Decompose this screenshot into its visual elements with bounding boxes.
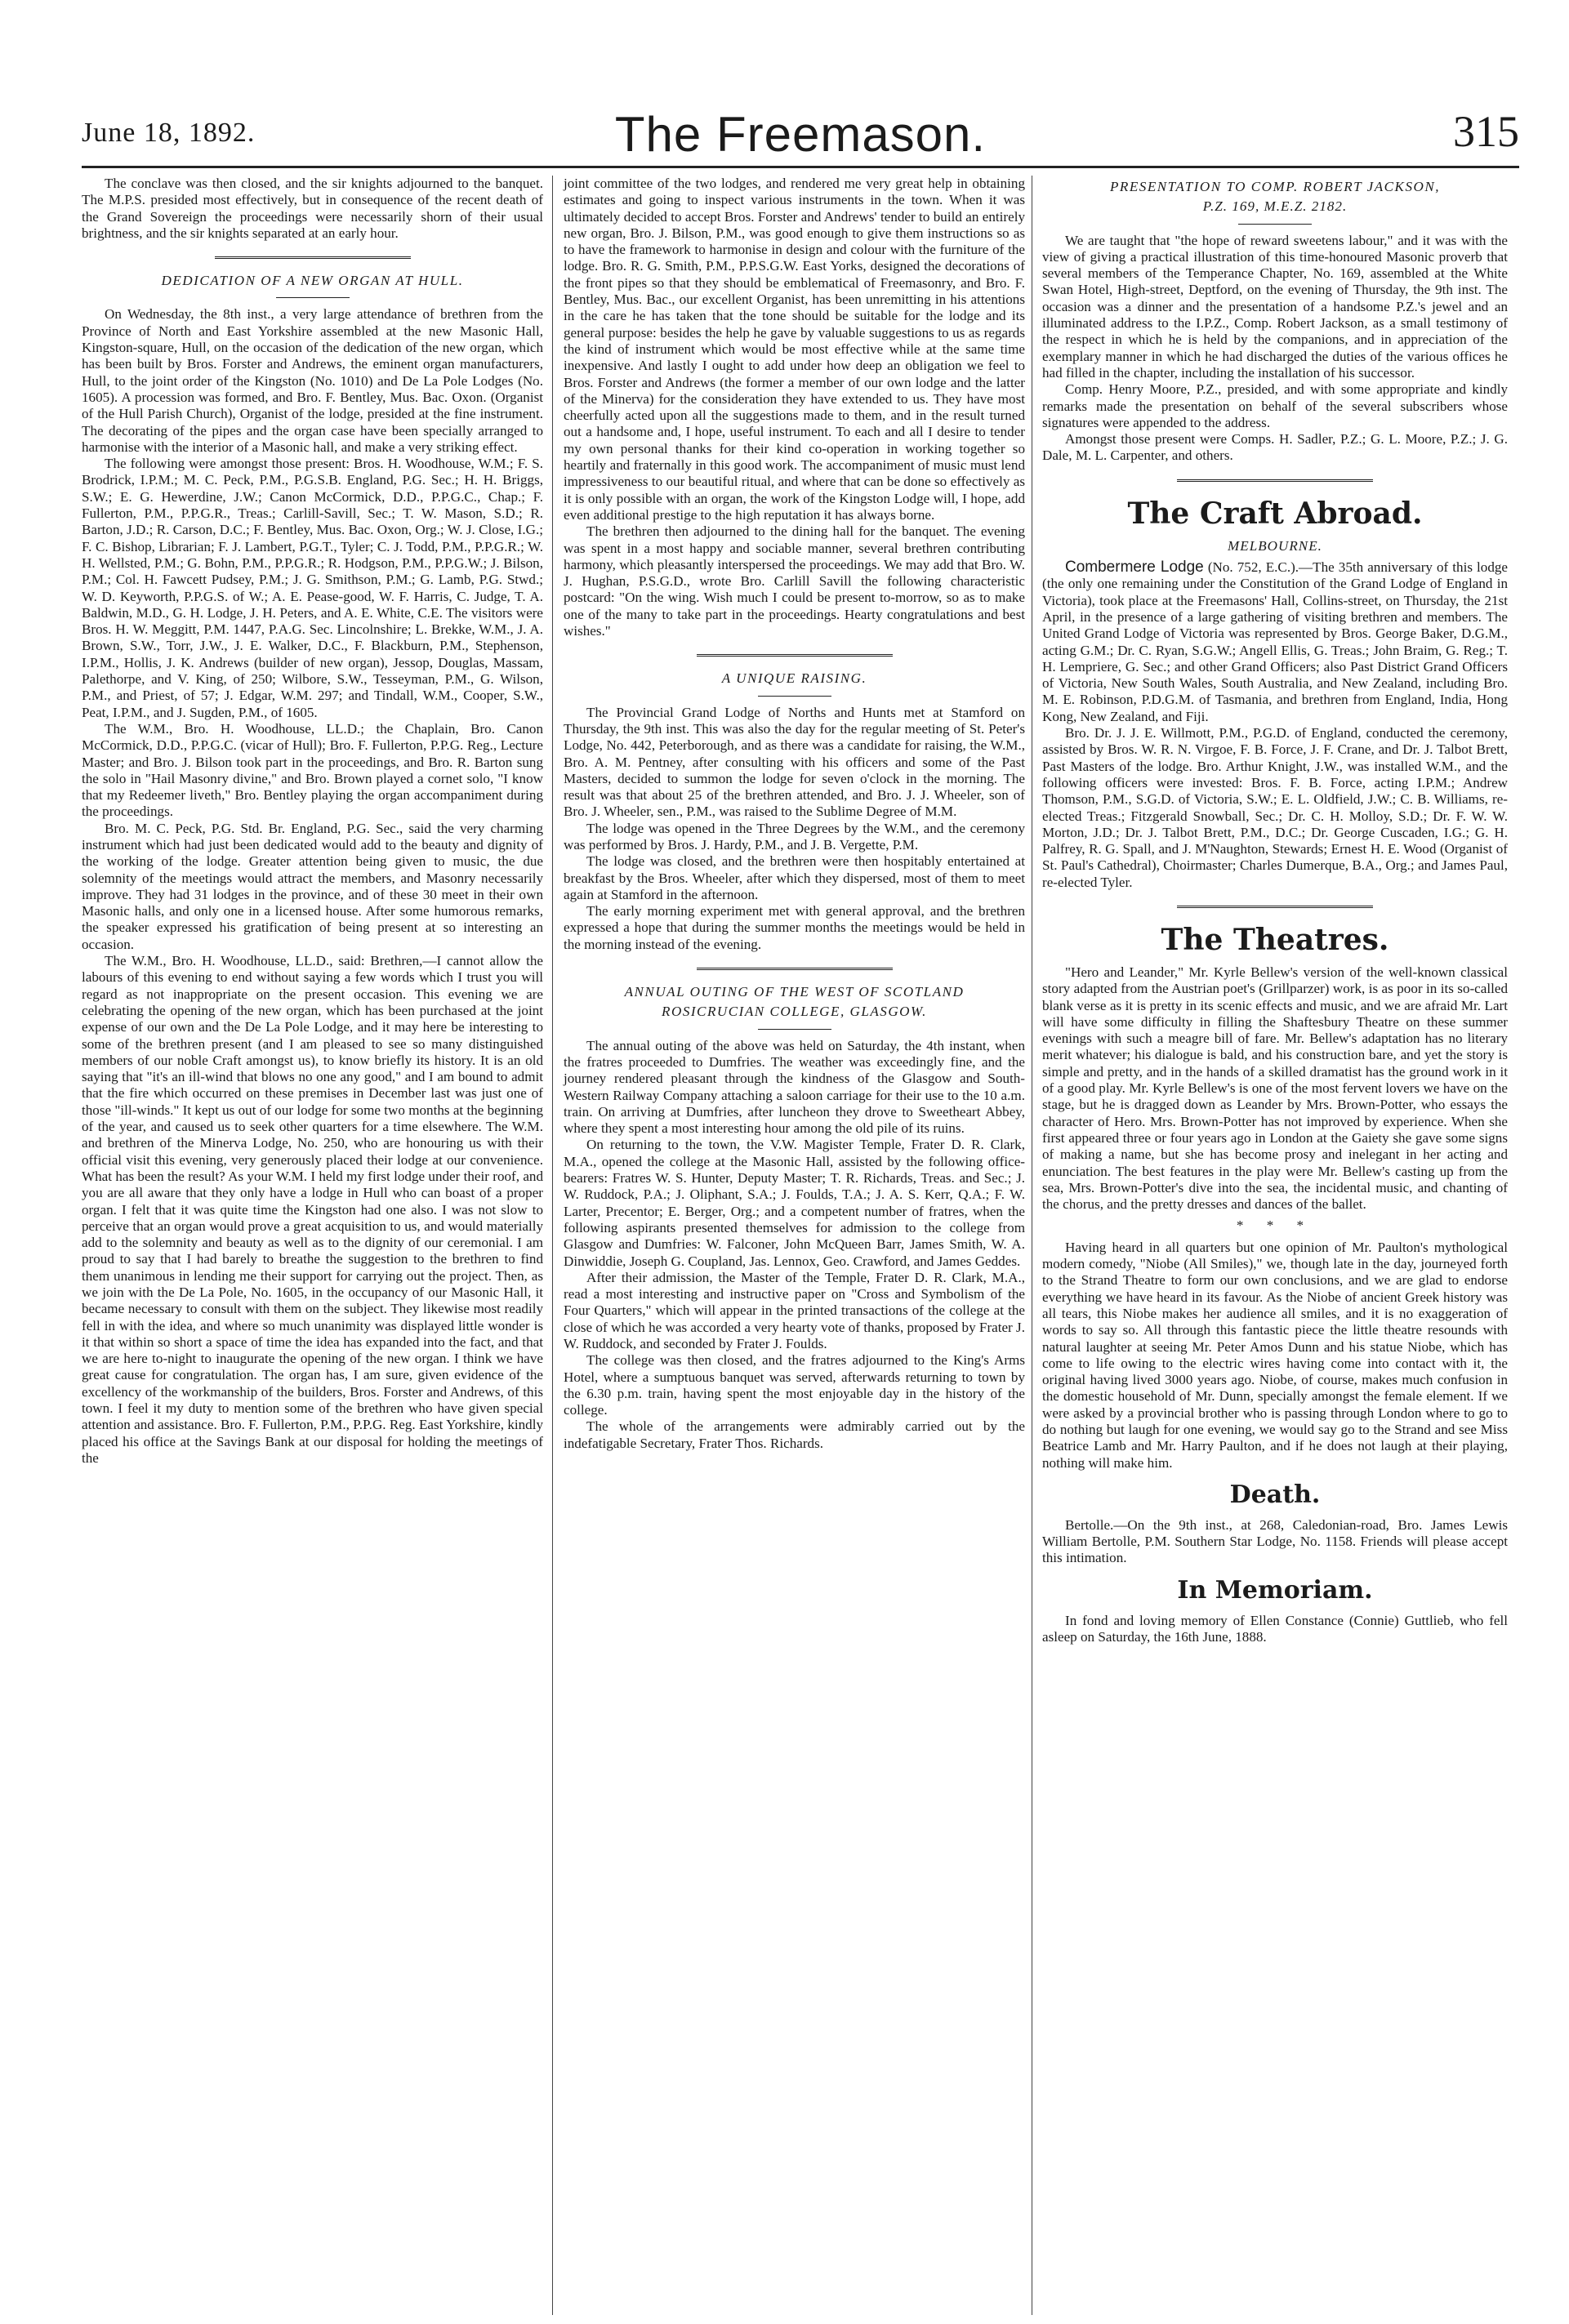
article-subheading-presentation: P.Z. 169, M.E.Z. 2182. <box>1202 198 1348 215</box>
article-heading-organ-hull: DEDICATION OF A NEW ORGAN AT HULL. <box>161 273 464 289</box>
divider <box>276 297 350 298</box>
page-number: 315 <box>1453 107 1519 156</box>
header-rule <box>82 166 1519 168</box>
paragraph: The whole of the arrangements were admirably carried out by the indefatigable Secretary, Frater Thos. Richards. <box>564 1418 1025 1451</box>
paragraph: In fond and loving memory of Ellen Constance (Connie) Guttlieb, who fell asleep on Saturday, the 16th June, 1888. <box>1042 1612 1508 1645</box>
paragraph: The brethren then adjourned to the dining hall for the banquet. The evening was spent in a most happy and sociable manner, several brethren contributing harmony, which pleasantly interspersed the proceedings. We may add that Bro. W. J. Hughan, P.S.G.D., wrote Bro. Carlill Savill the following characteristic postcard: "On the wing. Wish much I could be present to-morrow, so as to make one of the many to take part in the proceedings. Hearty congratulations and best wishes." <box>564 523 1025 639</box>
divider <box>758 696 831 697</box>
section-heading-craft-abroad: The Craft Abroad. <box>1127 496 1423 531</box>
column-divider <box>552 176 553 2315</box>
section-rule <box>697 654 893 659</box>
section-rule <box>1177 906 1373 910</box>
masthead <box>82 106 1519 162</box>
paragraph: The lodge was closed, and the brethren were then hospitably entertained at breakfast by the Bros. Wheeler, after which they dispersed, most of them to meet again at Stamford in the afternoon. <box>564 853 1025 902</box>
paragraph: Having heard in all quarters but one opinion of Mr. Paulton's mythological modern comedy, "Niobe (All Smiles)," we, though late in the day, journeyed forth to the Strand Theatre to form our own conclusions, and we are glad to endorse everything we have heard in its favour. As the Niobe of ancient Greek history was all tears, this Niobe makes her audience all smiles, and it is no exaggeration of words to say so. All through this fantastic piece the little theatre resounds with natural laughter at seeing Mr. Peter Amos Dunn and his statue Niobe, which has come to life owing to the electric wires having come into contact with it, the original having lived 3000 years ago. Niobe, of course, makes much confusion in the domestic household of Mr. Dunn, specially amongst the female element. If we were asked by a provincial brother who is passing through London where to go to do nothing but laugh for one evening, we would say go to the Strand and see Miss Beatrice Lamb and Mr. Harry Paulton, and if he does not laugh at their playing, nothing will make him. <box>1042 1239 1508 1471</box>
paragraph: The early morning experiment met with general approval, and the brethren expressed a hope that during the summer months the meetings would be held in the morning instead of the evening. <box>564 903 1025 952</box>
paragraph: joint committee of the two lodges, and rendered me very great help in obtaining estimates and going to inspect various instruments in the town. When it was ultimately decided to accept Bros. Forster and Andrews' tender to build an entirely new organ, Bro. J. Bilson, P.M., was good enough to give them instructions so as to have the framework to harmonise in design and colour with the furniture of the lodge. Bro. R. G. Smith, P.M., P.P.S.G.W. East Yorks, designed the decorations of the front pipes so that they should be emblematical of Freemasonry, and Bro. F. Bentley, Mus. Bac., our excellent Organist, has been unremitting in his attentions in the care he has taken that the tone should be suitable for the lodge and its general purpose: besides the help he gave by valuable suggestions to us as regards the kind of instrument which would be most effective while at the same time inexpensive. And lastly I ought to add under how deep an obligation we feel to Bros. Forster and Andrews (the former a member of our own lodge and the latter of the Minerva) for the consideration they have extended to us. They have most cheerfully acted upon all the suggestions made to them, and in the result turned out a handsome and, I hope, useful instrument. To each and all I desire to tender my own personal thanks for their kind co-operation in working together so heartily and fraternally in this good work. The accompaniment of music must lend impressiveness to our beautiful ritual, and where that can be done so effectively as it is only possible with an organ, the work of the Kingston Lodge will, I hope, add even additional prestige to the high reputation it has always borne. <box>564 176 1025 523</box>
paragraph: Amongst those present were Comps. H. Sadler, P.Z.; G. L. Moore, P.Z.; J. G. Dale, M. L. Carpenter, and others. <box>1042 431 1508 464</box>
paragraph: Bro. M. C. Peck, P.G. Std. Br. England, P.G. Sec., said the very charming instrument which had just been dedicated would add to the beauty and dignity of the working of the lodge. Greater attention being given to music, the due solemnity of the meetings would attract the members, and Masonry necessarily improve. They had 31 lodges in the province, and of these 30 meet in their own Masonic halls, and only one in a licensed house. After some humorous remarks, the speaker expressed his gratification of being present at so interesting an occasion. <box>82 820 543 952</box>
paragraph: Bro. Dr. J. J. E. Willmott, P.M., P.G.D. of England, conducted the ceremony, assisted by Bros. W. R. N. Virgoe, F. B. Force, J. F. Crane, and Dr. J. Talbot Brett, Past Masters of the lodge. Bro. Arthur Knight, J.W., was installed W.M., and the following officers were invested: Bros. F. B. Force, acting I.P.M.; Andrew Thomson, P.M., S.G.D. of Victoria, S.W.; E. L. Oldfield, J.W.; C. B. Williams, re-elected Treas.; Fitzgerald Snowball, Sec.; Dr. C. H. Molloy, S.D.; Dr. F. W. W. Morton, J.D.; Dr. J. Talbot Brett, P.M., D.C.; Dr. George Cuscaden, I.G.; G. H. Palfrey, R. G. Spall, and J. M'Naughton, Stewards; Ernest H. E. Wood (Organist of St. Paul's Cathedral), Choirmaster; Charles Dumerque, B.A., Org.; and James Paul, re-elected Tyler. <box>1042 725 1508 890</box>
paragraph: On Wednesday, the 8th inst., a very large attendance of brethren from the Province of North and East Yorkshire assembled at the new Masonic Hall, Kingston-square, Hull, on the occasion of the dedication of the new organ, which has been built by Bros. Forster and Andrews, the eminent organ manufacturers, Hull, to the joint order of the Kingston (No. 1010) and De La Pole Lodges (No. 1605). A procession was formed, and Bro. F. Bentley, Mus. Bac. Oxon. (Organist of the Hull Parish Church), Organist of the lodge, presided at the fine instrument. The decorating of the pipes and the organ case have been specially arranged to harmonise with the interior of a Masonic hall, and make a very striking effect. <box>82 306 543 455</box>
section-rule <box>215 256 411 261</box>
paragraph: The Provincial Grand Lodge of Norths and Hunts met at Stamford on Thursday, the 9th inst. This was also the day for the regular meeting of St. Peter's Lodge, No. 442, Peterborough, and as there was a candidate for raising, the W.M., Bro. A. M. Pentney, after consulting with his officers and some of the Past Masters, decided to summon the lodge for seven o'clock in the morning. The result was that about 25 of the brethren attended, and Bro. J. J. Wheeler, son of Bro. J. Wheeler, sen., P.M., was raised to the Sublime Degree of M.M. <box>564 704 1025 820</box>
article-heading-presentation: PRESENTATION TO COMP. ROBERT JACKSON, <box>1109 179 1441 194</box>
newspaper-title: The Freemason. <box>614 107 987 162</box>
paragraph <box>1042 559 1508 725</box>
location-heading-melbourne: MELBOURNE. <box>1228 537 1322 554</box>
paragraph: The college was then closed, and the fratres adjourned to the King's Arms Hotel, where a sumptuous banquet was served, afterwards returning to town by the 6.30 p.m. train, having spent the most enjoyable day in the history of the college. <box>564 1352 1025 1418</box>
paragraph: The conclave was then closed, and the sir knights adjourned to the banquet. The M.P.S. presided most effectively, but in consequence of the recent death of the Grand Sovereign the proceedings were necessarily shorn of their usual brightness, and the sir knights separated at an early hour. <box>82 176 543 241</box>
column-3 <box>1042 176 1508 1645</box>
paragraph: The W.M., Bro. H. Woodhouse, LL.D.; the Chaplain, Bro. Canon McCormick, D.D., P.P.G.C. (vicar of Hull); Bro. F. Fullerton, P.P.G. Reg., Lecture Master; and Bro. J. Bilson took part in the proceedings, and Bro. R. Barton sung the solo in "Hail Masonry divine," and Bro. Brown played a cornet solo, "I know that my Redeemer liveth," Bro. Bentley playing the organ accompaniment during the proceedings. <box>82 720 543 820</box>
paragraph: The annual outing of the above was held on Saturday, the 4th instant, when the fratres proceeded to Dumfries. The weather was exceedingly fine, and the journey rendered pleasant through the kindness of the Glasgow and South-Western Railway Company attaching a saloon carriage for their use to the 10 a.m. train. On arriving at Dumfries, after luncheon they drove to Sweetheart Abbey, where they spent a most interesting hour among the old pile of its ruins. <box>564 1037 1025 1137</box>
column-1 <box>82 176 543 1467</box>
paragraph: We are taught that "the hope of reward sweetens labour," and it was with the view of giving a practical illustration of this time-honoured Masonic proverb that several members of the Temperance Chapter, No. 169, assembled at the White Swan Hotel, High-street, Deptford, on the evening of Thursday, the 9th inst. The occasion was a dinner and the presentation of a handsome P.Z.'s jewel and an illuminated address to the I.P.Z., Comp. Robert Jackson, as a small testimony of the respect in which he is held by the companions, and in appreciation of the exemplary manner in which he had discharged the duties of the various offices he had filled in the chapter, including the installation of his successor. <box>1042 232 1508 381</box>
paragraph: After their admission, the Master of the Temple, Frater D. R. Clark, M.A., read a most interesting and instructive paper on "Cross and Symbolism of the Four Quarters," which will appear in the printed transactions of the college at the close of which he was accorded a very hearty vote of thanks, proposed by Frater J. W. Ruddock, and seconded by Frater J. Foulds. <box>564 1269 1025 1351</box>
article-heading-rosicrucian: ANNUAL OUTING OF THE WEST OF SCOTLAND <box>624 984 965 1000</box>
column-2 <box>564 176 1025 1452</box>
paragraph: Comp. Henry Moore, P.Z., presided, and with some appropriate and kindly remarks made the presentation on behalf of the several subscribers whose signatures were appended to the address. <box>1042 381 1508 430</box>
section-heading-theatres: The Theatres. <box>1161 922 1389 957</box>
paragraph-text: (No. 752, E.C.).—The 35th anniversary of this lodge (the only one remaining under the Constitution of the Grand Lodge of England in Victoria), took place at the Freemasons' Hall, Collins-street, on Thursday, the 21st April, in the presence of a large gathering of visiting brethren and members. The United Grand Lodge of Victoria was represented by Bros. George Baker, D.G.M., acting G.M.; Dr. C. Ryan, S.G.W.; Angell Ellis, G. Treas.; John Braim, G. Reg.; T. H. Lempriere, G. Sec.; and other Grand Officers; also Past District Grand Officers of Victoria, New South Wales, South Australia, and New Zealand, including Bro. M. E. Robinson, P.D.G.M. of Tasmania, and brethren from England, India, Hong Kong, New Zealand, and Fiji. <box>1042 559 1509 724</box>
section-rule <box>697 968 893 973</box>
issue-date: June 18, 1892. <box>82 118 256 148</box>
article-heading-unique-raising: A UNIQUE RAISING. <box>721 670 867 687</box>
lodge-name: Combermere Lodge <box>1065 559 1204 577</box>
section-heading-in-memoriam: In Memoriam. <box>1177 1575 1373 1605</box>
section-rule <box>1177 479 1373 484</box>
asterism: * * * <box>1236 1218 1314 1234</box>
paragraph: The following were amongst those present: Bros. H. Woodhouse, W.M.; F. S. Brodrick, I.P.M.; M. C. Peck, P.M., P.G.S.B. England, P.G. Sec.; H. H. Briggs, S.W.; E. G. Hewerdine, J.W.; Canon McCormick, D.D., P.P.G.C., Chap.; F. Fullerton, P.M., P.P.G.R., Treas.; Carlill-Savill, Sec.; T. W. Mason, S.D.; R. Barton, J.D.; R. Carson, D.C.; F. Bentley, Mus. Bac. Oxon, Org.; W. J. Close, I.G.; F. C. Bishop, Librarian; F. J. Lambert, P.G.T., Tyler; C. J. Todd, P.M., P.P.G.R.; W. H. Wellsted, P.M.; G. Bohn, P.M., P.P.G.R.; R. Hodgson, P.M., P.P.G.W.; J. Bilson, P.M.; Col. H. Fawcett Pudsey, P.M.; J. G. Smithson, P.M.; G. Lamb, P.G. Stwd.; W. D. Keyworth, P.P.G.S. of W.; A. E. Pease-good, W. F. Harris, C. Judge, T. A. Baldwin, M.D., G. H. Lodge, J. H. Peters, and A. E. White, C.E. The visitors were Bros. H. W. Meggitt, P.M. 1447, P.A.G. Sec. Lincolnshire; L. Brekke, W.M., J. A. Brown, S.W., Torr, J.W., J. E. Walker, D.C., F. Blackburn, P.M., Stephenson, I.P.M., Hollis, J. K. Andrews (builder of new organ), Jessop, Douglas, Massam, Palethorpe, and V. King, of 250; Wilbore, S.W., Tesseyman, P.M., G. Wilson, P.M., and Priest, of 57; J. Edgar, W.M. 297; and Tindall, W.M., Cooper, S.W., Peat, I.P.M., and J. Sugden, P.M., of 1605. <box>82 456 543 720</box>
paragraph: "Hero and Leander," Mr. Kyrle Bellew's version of the well-known classical story adapted from the Austrian poet's (Grillparzer) work, is as poor in its so-called blank verse as it is pretty in its scenic effects and music, and we are afraid Mr. Lart will have some difficulty in filling the Shaftesbury Theatre on these summer evenings with such a meagre bill of fare. Mr. Bellew's adaptation has no literary merit whatever; his dialogue is bald, and his construction bare, and yet the story is simple and pretty, and in the hands of a skilled dramatist has the ground work in it of a good play. Mr. Kyrle Bellew's is one of the most fervent lovers we have on the stage, but he is dragged down as Leander by Mrs. Brown-Potter, who essays the character of Hero. Mrs. Brown-Potter has not improved by experience. When she first appeared three or four years ago in London at the Gaiety she gave some signs of making a name, but she has become prosy and inelegant in her acting and enunciation. The best features in the play were Mr. Bellew's casting up from the sea, Mrs. Brown-Potter's dive into the sea, the incidental music, and chanting of the chorus, and the pretty dresses and dances of the ballet. <box>1042 964 1508 1213</box>
divider <box>1238 224 1312 225</box>
paragraph: The W.M., Bro. H. Woodhouse, LL.D., said: Brethren,—I cannot allow the labours of this evening to end without saying a few words which I trust you will regard as not inappropriate on the present occasion. This evening we are celebrating the opening of the new organ, which has been purchased at the joint expense of our own and the De La Pole Lodge, and it may here be interesting to some of the brethren present (and I am pleased to see so many distinguished members of our noble Craft amongst us), to know briefly its history. It is an old saying that "it's an ill-wind that blows no one any good," and I am bound to admit that the fire which occurred on these premises in December last was just one of those "ill-winds." It kept us out of our lodge for some two months at the beginning of the year, and caused us to seek other quarters for a time elsewhere. The W.M. and brethren of the Minerva Lodge, No. 250, who are honouring us with their official visit this evening, very generously placed their lodge at our convenience. What has been the result? As your W.M. I held my first lodge under their roof, and you are all aware that they only have a lodge in Hull who can boast of a proper organ. I felt that it was quite time the Kingston had one also. I was not slow to perceive that an organ would prove a great acquisition to us, and would materially add to the solemnity and beauty as well as to the dignity of our ceremonial. I am proud to say that I had barely to breathe the suggestion to the brethren to find them unanimous in lending me their support for carrying out the project. Then, as we join with the De La Pole, No. 1605, in the occupancy of our Masonic Hall, it became necessary to consult with them on the subject. They likewise most readily fell in with the idea, and where so much unanimity was displayed little wonder is it that within so short a space of time the idea has expanded into the fact, and that we are here to-night to inaugurate the opening of the new organ. I think we have great cause for congratulation. The organ has, I am sure, given evidence of the excellency of the workmanship of the builders, Bros. Forster and Andrews, of this town. I feel it my duty to mention some of the brethren who have given special attention and assistance. Bro. F. Fullerton, P.M., P.P.G. Reg. East Yorkshire, kindly placed his office at the Savings Bank at our disposal for holding the meetings of the <box>82 953 543 1466</box>
paragraph: Bertolle.—On the 9th inst., at 268, Caledonian-road, Bro. James Lewis William Bertolle, P.M. Southern Star Lodge, No. 1158. Friends will please accept this intimation. <box>1042 1516 1508 1566</box>
paragraph: On returning to the town, the V.W. Magister Temple, Frater D. R. Clark, M.A., opened the college at the Masonic Hall, assisted by the following office-bearers: Fratres W. S. Hunter, Deputy Master; T. R. Richards, Treas. and Sec.; J. W. Ruddock, P.A.; J. Oliphant, S.A.; J. Foulds, T.A.; J. A. S. Kerr, Q.A.; F. W. Larter, Precentor; E. Berger, Org.; and a competent number of fratres, when the following aspirants presented themselves for admission to the college from Glasgow and Dumfries: W. Falconer, John McQueen Barr, James Smith, W. A. Dinwiddie, Joseph G. Coupland, Jas. Lennox, Geo. Crawford, and James Geddes. <box>564 1137 1025 1269</box>
article-heading-rosicrucian-line2: ROSICRUCIAN COLLEGE, GLASGOW. <box>662 1004 927 1020</box>
divider <box>758 1029 831 1030</box>
paragraph: The lodge was opened in the Three Degrees by the W.M., and the ceremony was performed by Bros. J. Hardy, P.M., and J. B. Vergette, P.M. <box>564 820 1025 853</box>
section-heading-death: Death. <box>1229 1480 1321 1509</box>
